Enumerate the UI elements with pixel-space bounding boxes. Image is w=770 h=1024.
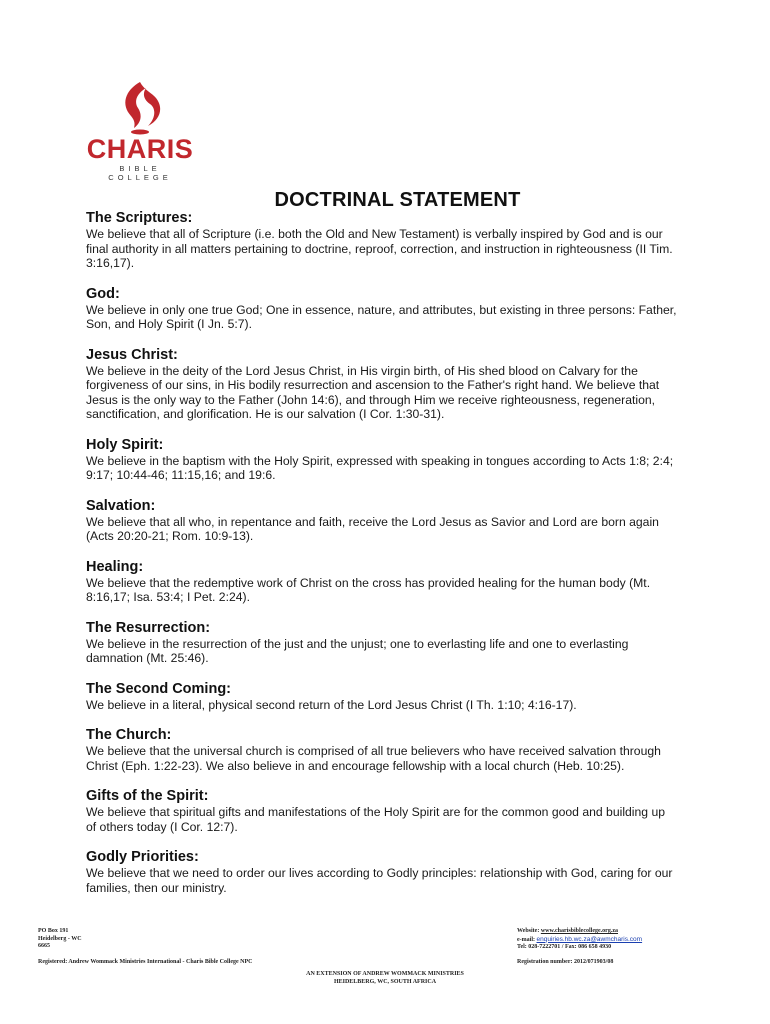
- body-line: sanctification, and glorification. He is our salvation (I Cor. 1:30-31).: [86, 407, 445, 421]
- email-link[interactable]: enquiries.hb.wc.za@awmcharis.com: [536, 935, 643, 943]
- registered-text: Registered: Andrew Wommack Ministries International - Charis Bible College NPC: [38, 959, 253, 965]
- body-line: Jesus is the only way to the Father (John 14:6), and through Him we receive righteousness, regeneration,: [86, 392, 656, 407]
- body-line: We believe that the redemptive work of Christ on the cross has provided healing for the human body (Mt.: [86, 575, 651, 590]
- registration-number: Registration number: 2012/071903/08: [517, 959, 614, 965]
- body-line: 9:17; 10:44-46; 11:15,16; and 19:6.: [86, 468, 276, 482]
- section-body: [86, 805, 718, 834]
- section-heading: Jesus Christ:: [86, 346, 178, 363]
- address-line: 6665: [38, 943, 50, 949]
- website-label: Website:: [517, 928, 541, 934]
- website-line: [517, 928, 747, 936]
- section-body: [86, 576, 718, 605]
- section-heading: God:: [86, 285, 120, 302]
- email-line: [517, 936, 747, 945]
- section-body: [86, 364, 718, 422]
- body-line: We believe in only one true God; One in essence, nature, and attributes, but existing in three persons: Father,: [86, 302, 677, 317]
- body-line: We believe that spiritual gifts and manifestations of the Holy Spirit are for the common good and building up: [86, 805, 666, 819]
- section-body: [86, 454, 718, 483]
- website-link[interactable]: www.charisbiblecollege.org.za: [540, 928, 618, 934]
- doctrine-section: [86, 436, 718, 483]
- section-heading: Salvation:: [86, 497, 156, 514]
- body-line: (Acts 20:20-21; Rom. 10:9-13).: [86, 529, 254, 543]
- body-line: families, then our ministry.: [86, 880, 227, 895]
- email-label: e-mail:: [517, 936, 537, 943]
- body-line: Christ (Eph. 1:22-23). We also believe in and encourage fellowship with a local church (Heb. 10:25).: [86, 758, 625, 773]
- logo-wordmark: CHARIS: [86, 134, 194, 164]
- doctrine-section: [86, 558, 718, 605]
- section-body: [86, 698, 718, 713]
- section-body: [86, 515, 718, 544]
- footer-contact: [517, 928, 747, 952]
- statement-content: [86, 209, 718, 895]
- phone-line: Tel: 028-7222701 / Fax: 086 658 4930: [517, 944, 612, 950]
- doctrine-section: [86, 285, 718, 332]
- doctrine-section: [86, 497, 718, 544]
- doctrine-section: [86, 346, 718, 422]
- doctrine-section: [86, 209, 718, 271]
- address-line: Heidelberg - WC: [38, 935, 82, 942]
- body-line: We believe that all of Scripture (i.e. both the Old and New Testament) is verbally inspired by God and is our: [86, 227, 663, 241]
- body-line: of others today (I Cor. 12:7).: [86, 819, 238, 834]
- body-line: forgiveness of our sins, in His bodily resurrection and ascension to the Father's right hand. We believe that: [86, 378, 660, 392]
- body-line: We believe in a literal, physical second return of the Lord Jesus Christ (I Th. 1:10; 4:16-17).: [86, 697, 577, 712]
- doctrine-section: [86, 848, 718, 895]
- flame-logo-icon: [112, 80, 168, 136]
- doctrine-section: [86, 726, 718, 773]
- body-line: We believe that the universal church is comprised of all true believers who have received salvation through: [86, 744, 661, 758]
- page-title: DOCTRINAL STATEMENT: [274, 189, 521, 211]
- body-line: 3:16,17).: [86, 256, 135, 270]
- section-body: [86, 227, 718, 271]
- section-heading: Healing:: [86, 558, 144, 575]
- extension-notice: [0, 971, 770, 986]
- section-body: [86, 303, 718, 332]
- section-heading: The Church:: [86, 727, 172, 743]
- section-body: [86, 744, 718, 773]
- address-line: PO Box 191: [38, 928, 69, 934]
- section-body: [86, 866, 718, 895]
- footer-address: [38, 928, 238, 951]
- doctrine-section: [86, 619, 718, 666]
- doctrine-section: [86, 787, 718, 834]
- section-body: [86, 637, 718, 666]
- section-heading: Gifts of the Spirit:: [86, 788, 209, 804]
- section-heading: The Second Coming:: [86, 680, 231, 697]
- body-line: damnation (Mt. 25:46).: [86, 651, 209, 665]
- body-line: We believe that all who, in repentance and faith, receive the Lord Jesus as Savior and Lord are born again: [86, 514, 659, 529]
- extension-line: HEIDELBERG, WC, SOUTH AFRICA: [333, 978, 437, 985]
- section-heading: The Resurrection:: [86, 619, 211, 636]
- body-line: We believe in the resurrection of the just and the unjust; one to everlasting life and one to everlasting: [86, 636, 629, 651]
- body-line: final authority in all matters pertaining to doctrine, reproof, correction, and instruction in righteousness (II Tim.: [86, 241, 673, 256]
- body-line: We believe in the baptism with the Holy Spirit, expressed with speaking in tongues according to Acts 1:8; 2:4;: [86, 453, 674, 468]
- footer: [0, 928, 770, 998]
- body-line: Son, and Holy Spirit (I Jn. 5:7).: [86, 317, 252, 331]
- extension-line: AN EXTENSION OF ANDREW WOMMACK MINISTRIES: [306, 971, 464, 977]
- section-heading: The Scriptures:: [86, 210, 193, 226]
- section-heading: Holy Spirit:: [86, 436, 164, 453]
- body-line: We believe in the deity of the Lord Jesus Christ, in His virgin birth, of His shed blood on Calvary for the: [86, 363, 638, 378]
- charis-logo: [86, 80, 194, 182]
- section-heading: Godly Priorities:: [86, 849, 199, 865]
- body-line: We believe that we need to order our lives according to Godly principles: relationship with God, caring for our: [86, 866, 673, 880]
- body-line: 8:16,17; Isa. 53:4; I Pet. 2:24).: [86, 590, 250, 604]
- logo-subtitle: BIBLE COLLEGE: [108, 164, 172, 182]
- doctrine-section: [86, 680, 718, 713]
